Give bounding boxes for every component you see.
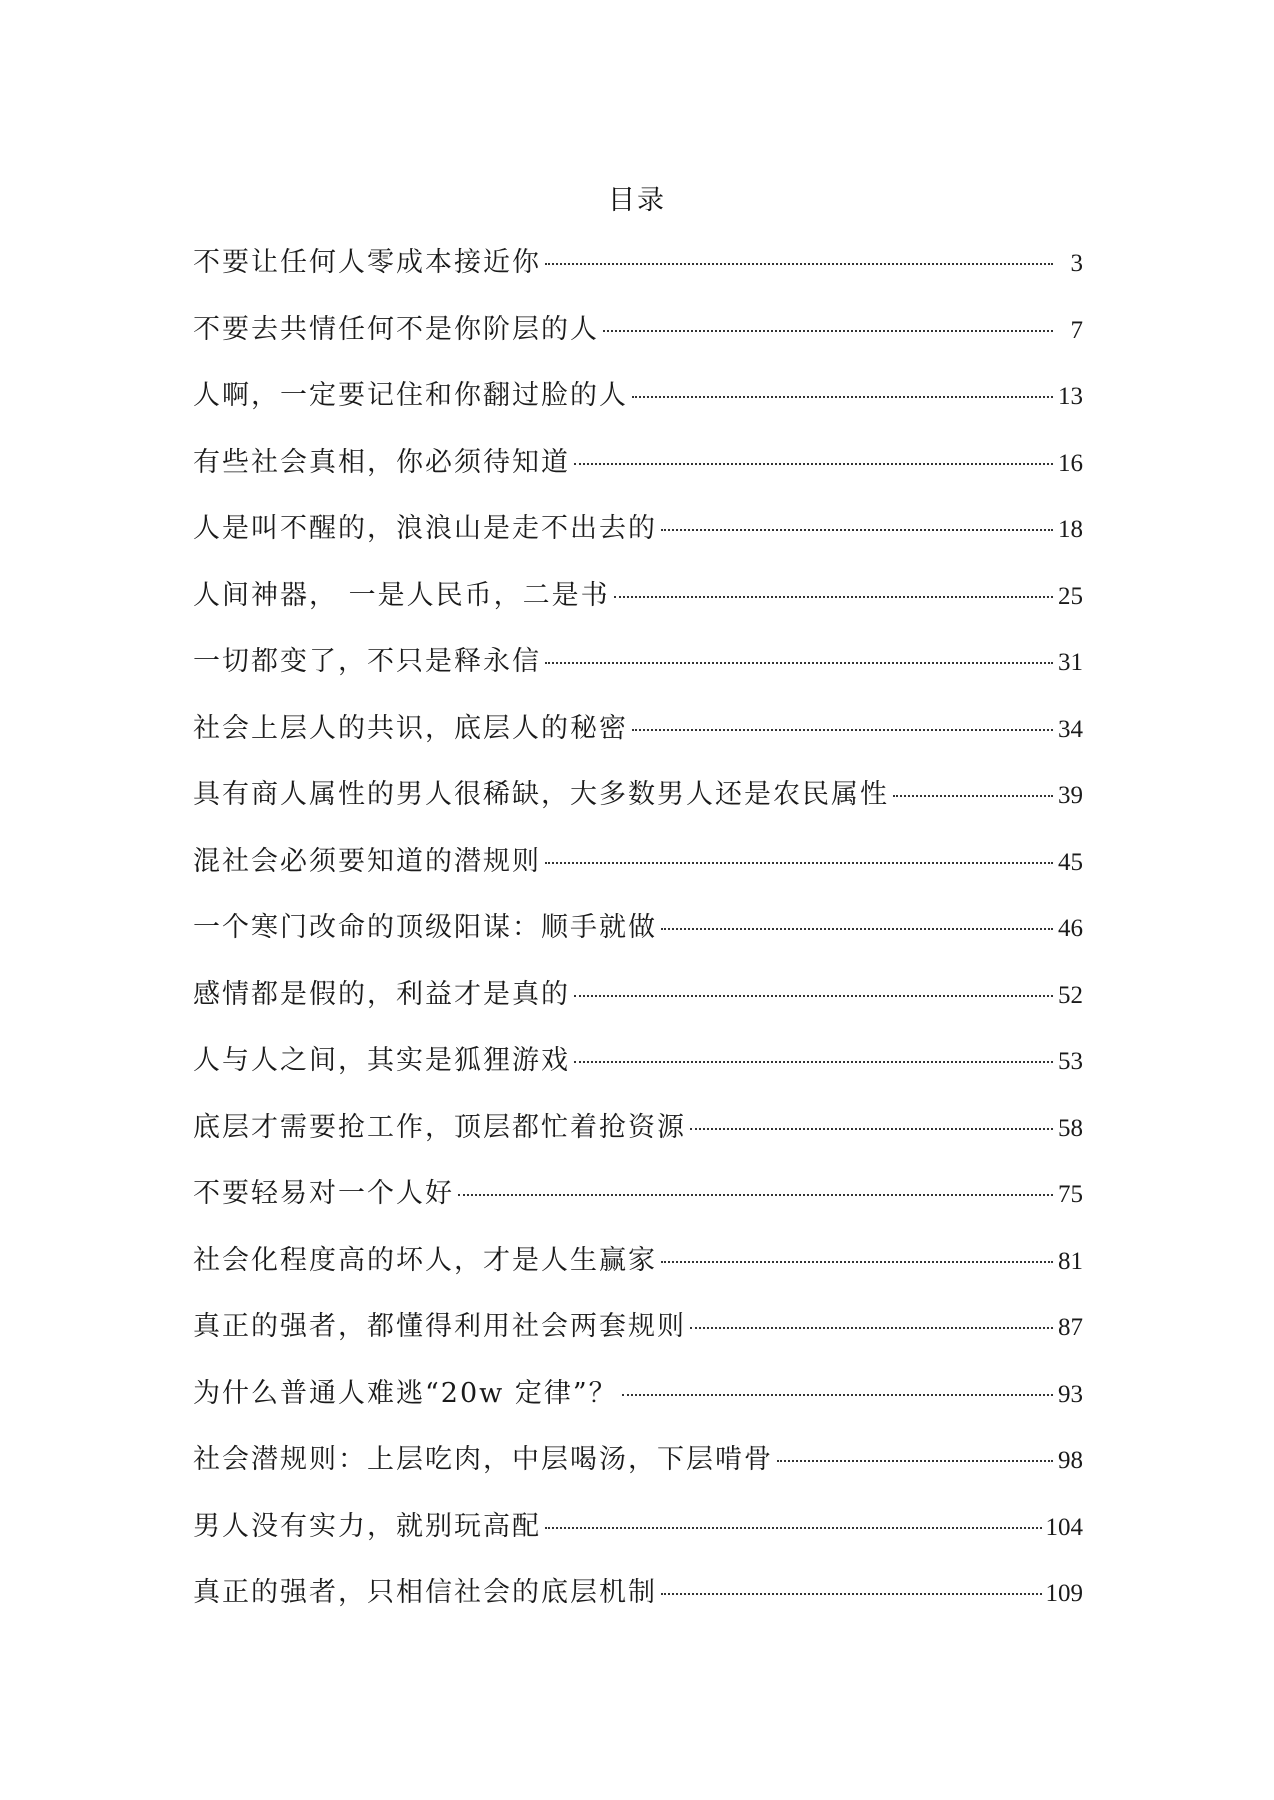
toc-dot-leader [545,1527,1042,1529]
toc-entry-title: 具有商人属性的男人很稀缺，大多数男人还是农民属性 [193,779,889,810]
toc-entry [193,1105,1083,1172]
toc-entry [193,839,1083,906]
toc-entry-title: 人是叫不醒的，浪浪山是走不出去的 [193,513,657,544]
toc-entry-title: 不要轻易对一个人好 [193,1178,454,1209]
toc-dot-leader [777,1460,1053,1462]
toc-entry [193,1504,1083,1571]
toc-entry [193,639,1083,706]
toc-entry-page-number: 16 [1058,449,1083,477]
toc-entry-page-number: 53 [1058,1048,1083,1075]
toc-entry-title: 社会上层人的共识，底层人的秘密 [193,712,628,744]
toc-dot-leader [614,596,1053,598]
toc-dot-leader [661,1593,1042,1595]
toc-entry [193,1171,1083,1238]
toc-entry [193,440,1083,507]
toc-dot-leader [661,928,1053,930]
toc-entry [193,772,1083,839]
toc-entry-page-number: 52 [1058,981,1083,1009]
toc-dot-leader [661,529,1053,531]
toc-entry-title: 社会潜规则：上层吃肉，中层喝汤，下层啃骨 [193,1444,773,1475]
toc-entry-page-number: 25 [1058,582,1083,610]
toc-dot-leader [661,1261,1053,1263]
toc-entry-title: 一个寒门改命的顶级阳谋：顺手就做 [193,912,657,943]
toc-entry [193,905,1083,972]
toc-title: 目录 [608,185,666,216]
toc-dot-leader [458,1194,1053,1196]
toc-entry-page-number: 34 [1058,715,1083,743]
toc-entry-page-number: 31 [1058,649,1083,676]
toc-entry-page-number: 7 [1070,316,1083,344]
toc-entry-page-number: 13 [1058,383,1083,410]
toc-entry-title: 人与人之间，其实是狐狸游戏 [193,1045,570,1076]
toc-entry-page-number: 104 [1045,1513,1083,1541]
toc-dot-leader [545,662,1053,664]
toc-entry-page-number: 58 [1058,1114,1083,1142]
toc-entry-title: 不要让任何人零成本接近你 [193,247,541,278]
toc-entry-page-number: 75 [1058,1181,1083,1208]
toc-entry [193,706,1083,773]
toc-entry-title: 不要去共情任何不是你阶层的人 [193,313,599,345]
toc-dot-leader [545,263,1053,265]
toc-entry [193,1570,1083,1637]
toc-entry-title: 一切都变了，不只是释永信 [193,646,541,677]
toc-entry-title: 底层才需要抢工作，顶层都忙着抢资源 [193,1111,686,1143]
toc-entry-page-number: 45 [1058,848,1083,876]
toc-entry [193,1238,1083,1305]
toc-dot-leader [574,1061,1053,1063]
toc-dot-leader [893,795,1053,797]
toc-dot-leader [574,463,1053,465]
toc-entry-title: 感情都是假的，利益才是真的 [193,978,570,1010]
toc-entry [193,373,1083,440]
toc-entry-title: 为什么普通人难逃“20w 定律”？ [193,1377,618,1409]
toc-entry-title: 有些社会真相，你必须待知道 [193,446,570,478]
toc-entry-title: 男人没有实力，就别玩高配 [193,1510,541,1542]
toc-entry-page-number: 98 [1058,1447,1083,1474]
toc-entry [193,1437,1083,1504]
toc-dot-leader [574,995,1053,997]
toc-entry [193,1304,1083,1371]
toc-entry-title: 真正的强者，都懂得利用社会两套规则 [193,1311,686,1342]
toc-entry-page-number: 109 [1045,1580,1083,1607]
toc-entry-page-number: 93 [1058,1380,1083,1408]
toc-entry [193,573,1083,640]
toc-entry [193,972,1083,1039]
toc-list [193,240,1083,1637]
toc-entry [193,1371,1083,1438]
toc-entry-title: 人啊，一定要记住和你翻过脸的人 [193,380,628,411]
toc-entry-title: 社会化程度高的坏人，才是人生赢家 [193,1244,657,1276]
toc-entry-page-number: 3 [1070,250,1083,277]
toc-entry-page-number: 81 [1058,1247,1083,1275]
toc-entry-title: 真正的强者，只相信社会的底层机制 [193,1577,657,1608]
toc-dot-leader [690,1327,1053,1329]
toc-dot-leader [545,862,1053,864]
toc-dot-leader [622,1394,1053,1396]
toc-entry-title: 混社会必须要知道的潜规则 [193,845,541,877]
toc-entry [193,1038,1083,1105]
toc-entry [193,506,1083,573]
toc-dot-leader [603,330,1053,332]
toc-entry-page-number: 39 [1058,782,1083,809]
toc-entry-page-number: 46 [1058,915,1083,942]
toc-entry-page-number: 87 [1058,1314,1083,1341]
toc-entry [193,240,1083,307]
toc-dot-leader [632,729,1053,731]
toc-dot-leader [690,1128,1053,1130]
toc-entry-title: 人间神器， 一是人民币，二是书 [193,579,610,611]
toc-entry [193,307,1083,374]
toc-entry-page-number: 18 [1058,516,1083,543]
toc-dot-leader [632,396,1053,398]
